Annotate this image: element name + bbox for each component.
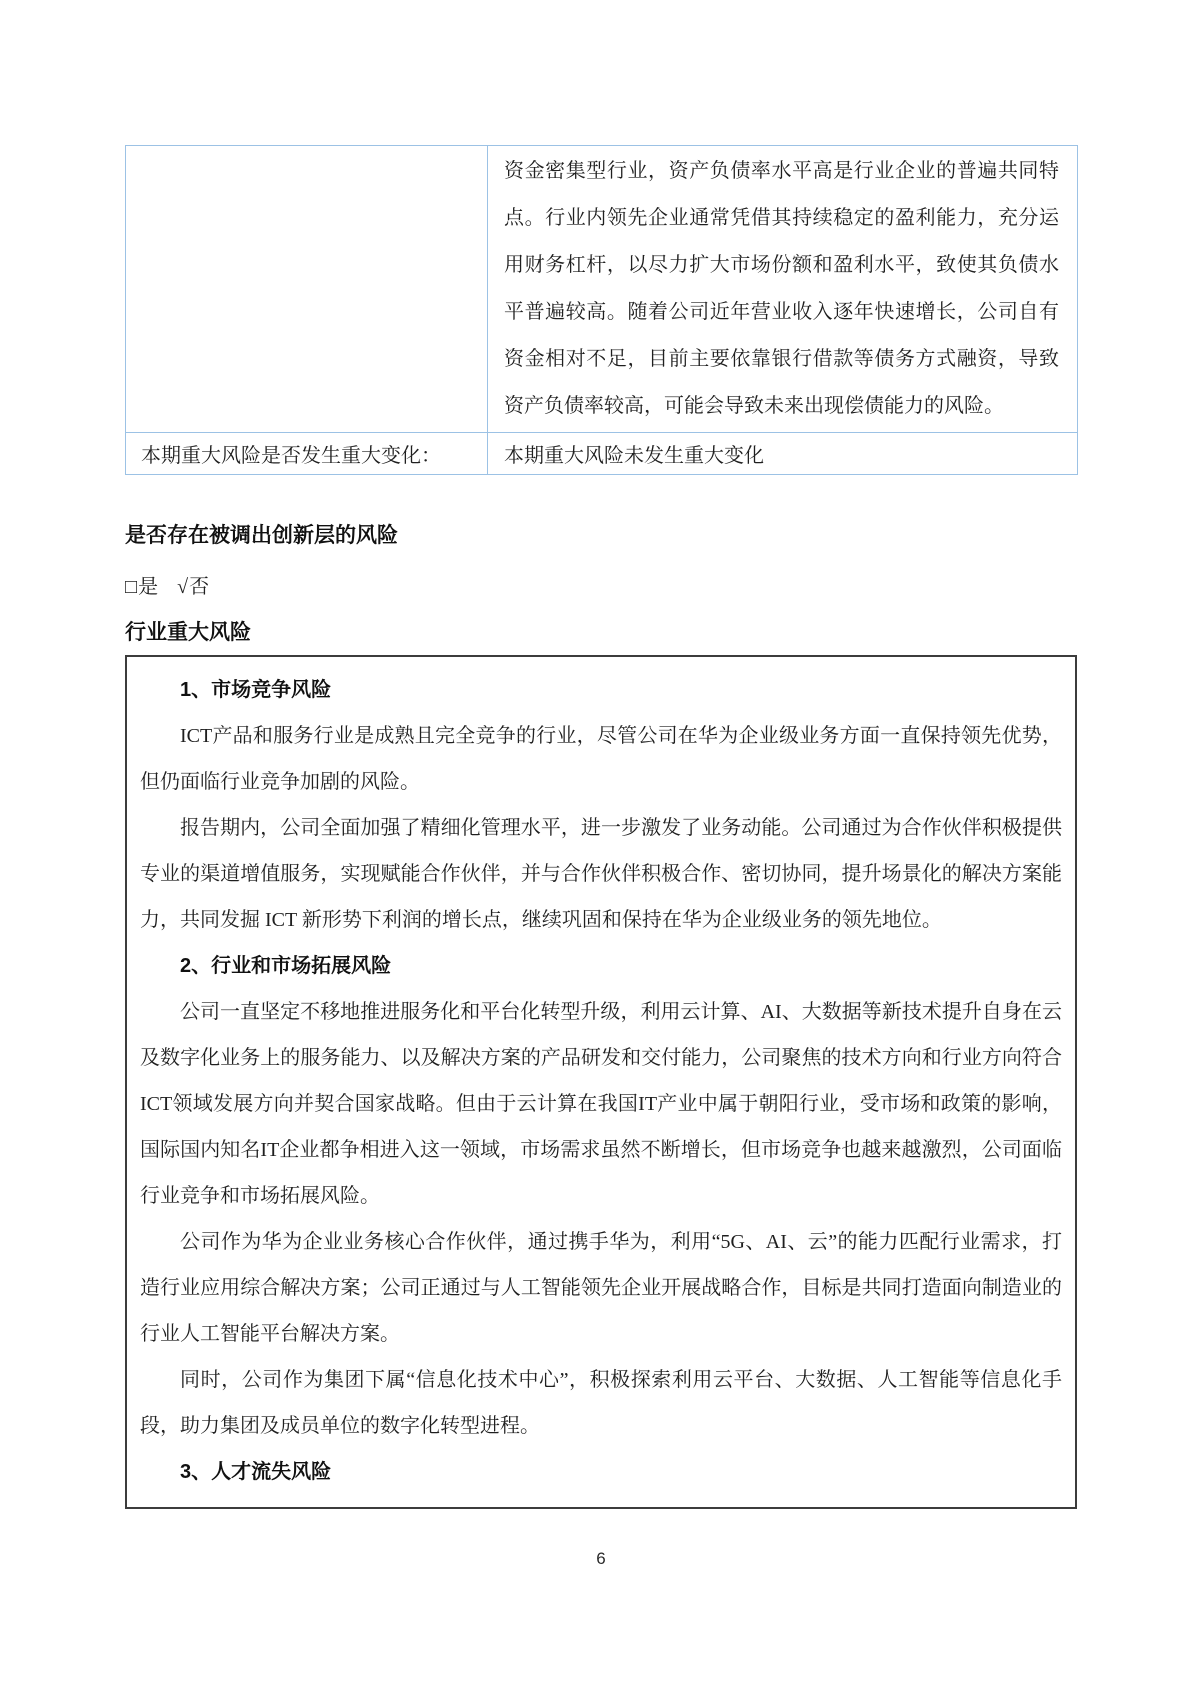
industry-major-risk-heading: 行业重大风险 <box>125 621 251 644</box>
table-cell-change-value: 本期重大风险未发生重大变化 <box>488 433 1078 475</box>
industry-risk-box <box>125 655 1077 1509</box>
page-number: 6 <box>596 1549 606 1568</box>
risk-paragraph: 报告期内，公司全面加强了精细化管理水平，进一步激发了业务动能。公司通过为合作伙伴积极提供专业的渠道增值服务，实现赋能合作伙伴，并与合作伙伴积极合作、密切协同，提升场景化的解决方案能力，共同发掘 ICT 新形势下利润的增长点，继续巩固和保持在华为企业级业务的领先地位。 <box>140 817 1062 931</box>
page-content <box>125 145 1077 1569</box>
risk-paragraph: ICT产品和服务行业是成熟且完全竞争的行业，尽管公司在华为企业级业务方面一直保持领先优势，但仍面临行业竞争加剧的风险。 <box>140 725 1062 793</box>
risk-summary-table <box>125 145 1078 475</box>
risk-paragraph: 公司作为华为企业业务核心合作伙伴，通过携手华为，利用“5G、AI、云”的能力匹配行业需求，打造行业应用综合解决方案；公司正通过与人工智能领先企业开展战略合作，目标是共同打造面向制造业的行业人工智能平台解决方案。 <box>140 1231 1062 1345</box>
table-row <box>126 146 1078 433</box>
table-cell-change-label: 本期重大风险是否发生重大变化： <box>126 433 488 475</box>
risk-subheading-2: 2、行业和市场拓展风险 <box>180 955 392 977</box>
risk-subheading-1: 1、市场竞争风险 <box>180 679 332 701</box>
innovation-layer-risk-heading: 是否存在被调出创新层的风险 <box>125 524 398 547</box>
risk-subheading-3: 3、人才流失风险 <box>180 1461 332 1483</box>
table-row <box>126 433 1078 475</box>
table-cell-risk-description <box>488 146 1078 433</box>
risk-paragraph: 公司一直坚定不移地推进服务化和平台化转型升级，利用云计算、AI、大数据等新技术提升自身在云及数字化业务上的服务能力、以及解决方案的产品研发和交付能力，公司聚焦的技术方向和行业方向符合ICT领域发展方向并契合国家战略。但由于云计算在我国IT产业中属于朝阳行业，受市场和政策的影响，国际国内知名IT企业都争相进入这一领域，市场需求虽然不断增长，但市场竞争也越来越激烈，公司面临行业竞争和市场拓展风险。 <box>140 1001 1062 1207</box>
table-cell-empty-label <box>126 146 488 433</box>
risk-paragraph: 同时，公司作为集团下属“信息化技术中心”，积极探索利用云平台、大数据、人工智能等信息化手段，助力集团及成员单位的数字化转型进程。 <box>140 1369 1062 1437</box>
yes-no-checkbox-line <box>125 570 1077 599</box>
checkbox-yes-option: □是 <box>125 576 160 598</box>
risk-description-text: 资金密集型行业，资产负债率水平高是行业企业的普遍共同特点。行业内领先企业通常凭借其持续稳定的盈利能力，充分运用财务杠杆，以尽力扩大市场份额和盈利水平，致使其负债水平普遍较高。随着公司近年营业收入逐年快速增长，公司自有资金相对不足，目前主要依靠银行借款等债务方式融资，导致资产负债率较高，可能会导致未来出现偿债能力的风险。 <box>504 160 1059 417</box>
checkbox-no-option-checked: √否 <box>177 576 211 598</box>
